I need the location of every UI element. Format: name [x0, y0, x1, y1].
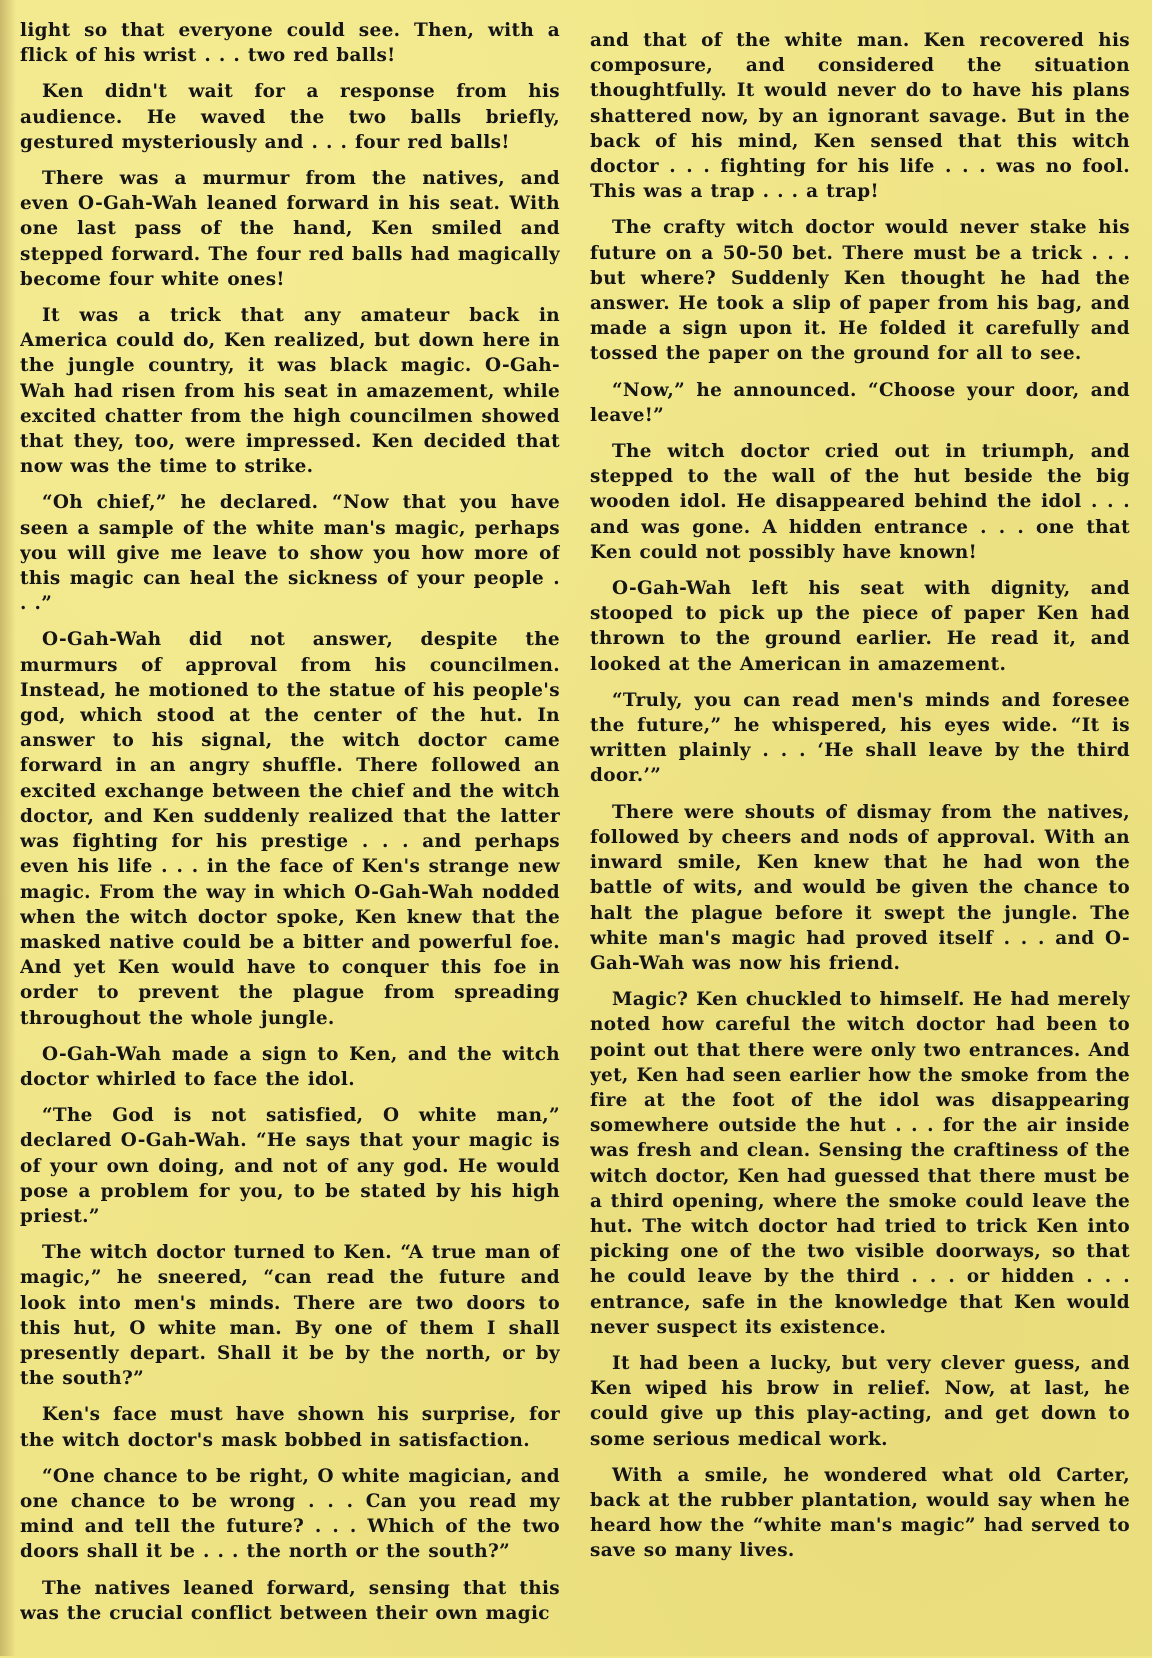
paragraph: “The God is not satisfied, O white man,” declared O-Gah-Wah. “He says that your magic is of your own doing, and not of any god. He would pose a problem for you, to be stated by his high priest.” — [20, 1105, 560, 1227]
paragraph: “Now,” he announced. “Choose your door, and leave!” — [590, 379, 1130, 426]
paragraph: The natives leaned forward, sensing that this was the crucial conflict between their own magic — [20, 1577, 560, 1624]
paragraph: With a smile, he wondered what old Carter, back at the rubber plantation, would say when he heard how the “white man's magic” had served to save so many lives. — [590, 1464, 1130, 1562]
paragraph: O-Gah-Wah did not answer, despite the murmurs of approval from his councilmen. Instead, he motioned to the statue of his people's god, which stood at the center of the hut. In answer to his signal, the witch doctor came forward in an angry shuffle. There followed an excited exchange between the chief and the witch doctor, and Ken suddenly realized that the latter was fighting for his prestige . . . and perhaps even his life . . . in the face of Ken's strange new magic. From the way in which O-Gah-Wah nodded when the witch doctor spoke, Ken knew that the masked native could be a bitter and powerful foe. And yet Ken would have to conquer this foe in order to prevent the plague from spreading throughout the whole jungle. — [20, 629, 560, 1029]
page-edge-shadow — [0, 0, 16, 1656]
paragraph: The witch doctor cried out in triumph, and stepped to the wall of the hut beside the big wooden idol. He disappeared behind the idol . . . and was gone. A hidden entrance . . . one that Ken could not possibly have known! — [590, 441, 1130, 563]
paragraph: and that of the white man. Ken recovered his composure, and considered the situation thoughtfully. It would never do to have his plans shattered now, by an ignorant savage. But in the back of his mind, Ken sensed that this witch doctor . . . fighting for his life . . . was no fool. This was a trap . . . a trap! — [590, 30, 1130, 203]
paragraph: It was a trick that any amateur back in America could do, Ken realized, but down here in the jungle country, it was black magic. O-Gah-Wah had risen from his seat in amazement, while excited chatter from the high councilmen showed that they, too, were impressed. Ken decided that now was the time to strike. — [20, 305, 560, 478]
paragraph: “Truly, you can read men's minds and foresee the future,” he whispered, his eyes wide. “It is written plainly . . . ‘He shall leave by the third door.’” — [590, 689, 1130, 787]
paragraph: Magic? Ken chuckled to himself. He had merely noted how careful the witch doctor had been to point out that there were only two entrances. And yet, Ken had seen earlier how the smoke from the fire at the foot of the idol was disappearing somewhere outside the hut . . . for the air inside was fresh and clean. Sensing the craftiness of the witch doctor, Ken had guessed that there must be a third opening, where the smoke could leave the hut. The witch doctor had tried to trick Ken into picking one of the two visible doorways, so that he could leave by the third . . . or hidden . . . entrance, safe in the knowledge that Ken would never suspect its existence. — [590, 989, 1130, 1338]
paragraph: It had been a lucky, but very clever guess, and Ken wiped his brow in relief. Now, at last, he could give up this play-acting, and get down to some serious medical work. — [590, 1352, 1130, 1450]
right-text-column — [590, 28, 1130, 1658]
paragraph: There were shouts of dismay from the natives, followed by cheers and nods of approval. With an inward smile, Ken knew that he had won the battle of wits, and would be given the chance to halt the plague before it swept the jungle. The white man's magic had proved itself . . . and O-Gah-Wah was now his friend. — [590, 801, 1130, 974]
paragraph: O-Gah-Wah left his seat with dignity, and stooped to pick up the piece of paper Ken had thrown to the ground earlier. He read it, and looked at the American in amazement. — [590, 578, 1130, 675]
left-text-column — [20, 18, 560, 1648]
paragraph: Ken didn't wait for a response from his audience. He waved the two balls briefly, gestured mysteriously and . . . four red balls! — [20, 81, 560, 153]
paragraph: Ken's face must have shown his surprise, for the witch doctor's mask bobbed in satisfaction. — [20, 1404, 560, 1451]
paragraph: The witch doctor turned to Ken. “A true man of magic,” he sneered, “can read the future and look into men's minds. There are two doors to this hut, O white man. By one of them I shall presently depart. Shall it be by the north, or by the south?” — [20, 1242, 560, 1390]
paragraph: “Oh chief,” he declared. “Now that you have seen a sample of the white man's magic, perhaps you will give me leave to show you how more of this magic can heal the sickness of your people . . .” — [20, 492, 560, 615]
paragraph: The crafty witch doctor would never stake his future on a 50-50 bet. There must be a trick . . . but where? Suddenly Ken thought he had the answer. He took a slip of paper from his bag, and made a sign upon it. He folded it carefully and tossed the paper on the ground for all to see. — [590, 217, 1130, 365]
paragraph: There was a murmur from the natives, and even O-Gah-Wah leaned forward in his seat. With one last pass of the hand, Ken smiled and stepped forward. The four red balls had magically become four white ones! — [20, 168, 560, 290]
paragraph: O-Gah-Wah made a sign to Ken, and the witch doctor whirled to face the idol. — [20, 1043, 560, 1090]
paragraph: light so that everyone could see. Then, with a flick of his wrist . . . two red balls! — [20, 20, 560, 67]
paragraph: “One chance to be right, O white magician, and one chance to be wrong . . . Can you read my mind and tell the future? . . . Which of the two doors shall it be . . . the north or the south?” — [20, 1465, 560, 1563]
